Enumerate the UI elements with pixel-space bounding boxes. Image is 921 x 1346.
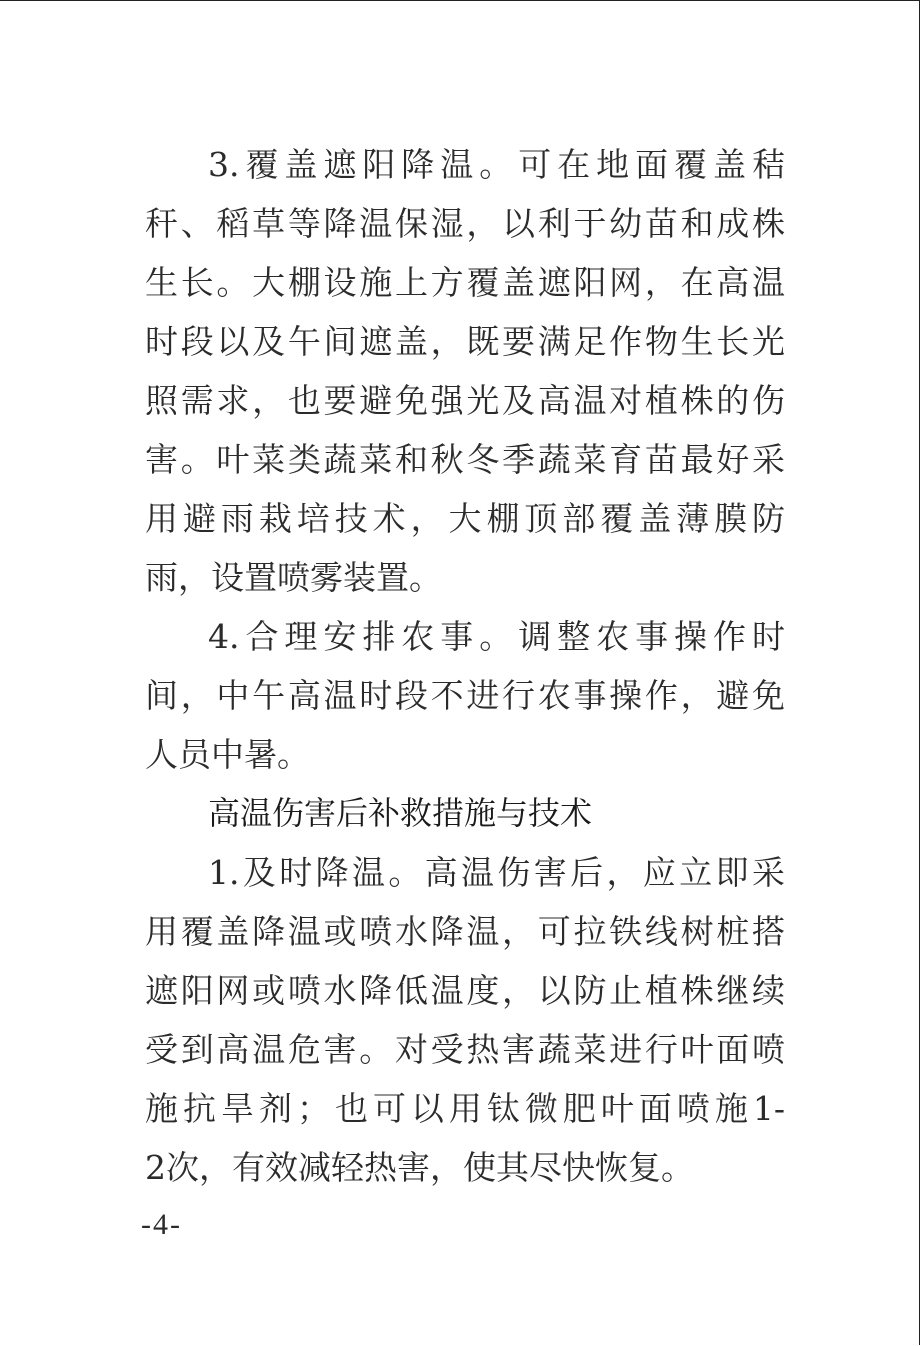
paragraph-line: 1.及时降温。高温伤害后，应立即采 (208, 853, 785, 892)
paragraph-cooling (145, 843, 785, 1197)
paragraph-farm-work (145, 607, 785, 784)
paragraph-line: 施抗旱剂；也可以用钛微肥叶面喷施1- (145, 1089, 785, 1128)
paragraph-line: 人员中暑。 (145, 735, 310, 774)
paragraph-line: 时段以及午间遮盖，既要满足作物生长光 (145, 322, 785, 361)
paragraph-line: 雨，设置喷雾装置。 (145, 558, 442, 597)
paragraph-line: 间，中午高温时段不进行农事操作，避免 (145, 676, 785, 715)
paragraph-line: 4.合理安排农事。调整农事操作时 (208, 617, 785, 656)
paragraph-line: 受到高温危害。对受热害蔬菜进行叶面喷 (145, 1030, 785, 1069)
paragraph-line: 遮阳网或喷水降低温度，以防止植株继续 (145, 971, 785, 1010)
paragraph-line: 害。叶菜类蔬菜和秋冬季蔬菜育苗最好采 (145, 440, 785, 479)
paragraph-line: 3.覆盖遮阳降温。可在地面覆盖秸 (208, 145, 785, 184)
page-number: -4- (141, 1208, 182, 1241)
paragraph-line: 2次，有效减轻热害，使其尽快恢复。 (145, 1148, 694, 1187)
paragraph-line: 秆、稻草等降温保湿，以利于幼苗和成株 (145, 204, 785, 243)
page-content (145, 135, 785, 1197)
paragraph-line: 生长。大棚设施上方覆盖遮阳网，在高温 (145, 263, 785, 302)
paragraph-line: 照需求，也要避免强光及高温对植株的伤 (145, 381, 785, 420)
section-heading: 高温伤害后补救措施与技术 (208, 794, 593, 832)
paragraph-cover-shading (145, 135, 785, 607)
paragraph-line: 用覆盖降温或喷水降温，可拉铁线树桩搭 (145, 912, 785, 951)
paragraph-line: 用避雨栽培技术，大棚顶部覆盖薄膜防 (145, 499, 785, 538)
